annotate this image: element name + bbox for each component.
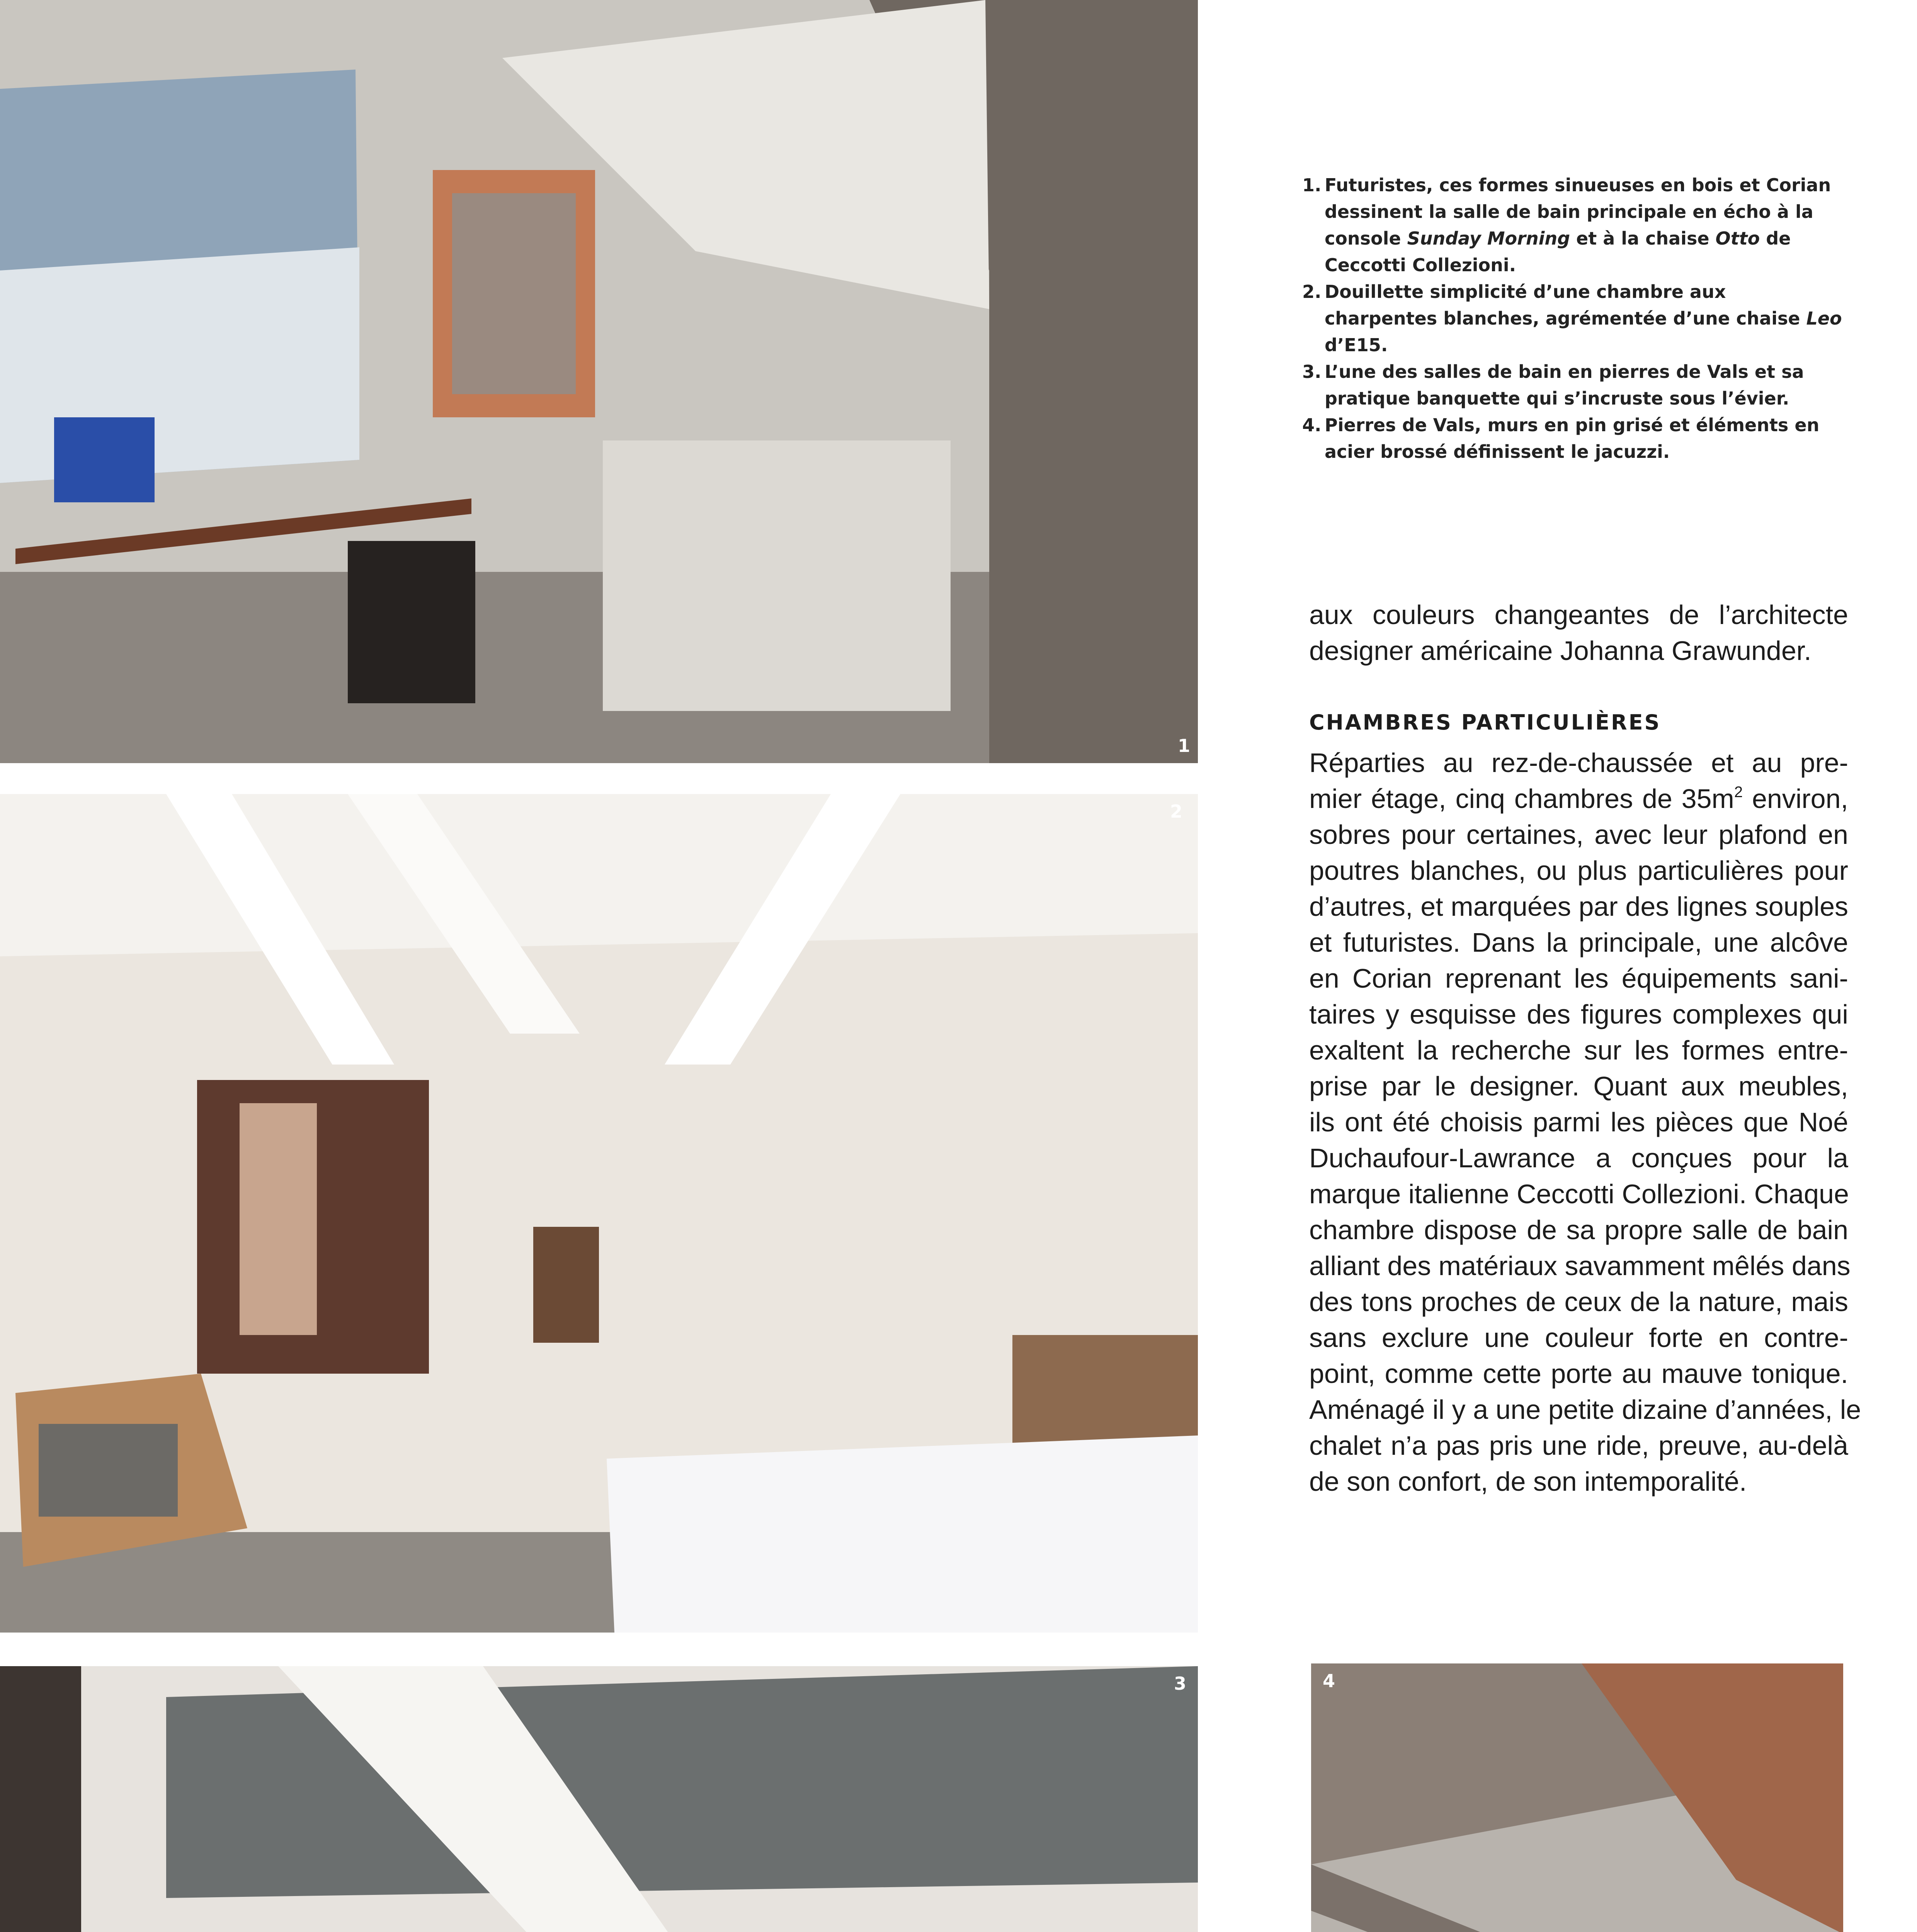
superscript: 2 — [1734, 784, 1743, 801]
body-line: en Corian reprenant les équipements sani- — [1309, 963, 1848, 993]
body-line: sobres pour certaines, avec leur plafond en — [1309, 820, 1848, 850]
body-line: marque italienne Ceccotti Collezioni. Chaque — [1309, 1179, 1849, 1209]
body-line: point, comme cette porte au mauve tonique. — [1309, 1359, 1848, 1389]
photo-3 — [0, 1666, 1198, 1932]
body-line: prise par le designer. Quant aux meubles, — [1309, 1071, 1848, 1101]
body-line: chambre dispose de sa propre salle de bain — [1309, 1215, 1848, 1245]
caption-1: 1. Futuristes, ces formes sinueuses en bois et Corian dessinent la salle de bain principale en écho à la console Sunday Morning et à la chaise Otto de Ceccotti Collezioni. — [1302, 175, 1831, 276]
body-line: des tons proches de ceux de la nature, mais — [1309, 1287, 1848, 1317]
body-line: de son confort, de son intemporalité. — [1309, 1466, 1747, 1497]
photo-captions — [1302, 172, 1843, 465]
photo-1 — [0, 0, 1198, 763]
intro-line: designer américaine Johanna Grawunder. — [1309, 636, 1812, 666]
body-line: poutres blanches, ou plus particulières pour — [1309, 855, 1848, 886]
body-line: Réparties au rez-de-chaussée et au pre- — [1309, 748, 1848, 778]
body-line: mier étage, cinq chambres de $35m^2$ environ, — [1309, 784, 1848, 814]
body-line: ils ont été choisis parmi les pièces que Noé — [1309, 1107, 1848, 1137]
caption-3: 3. L’une des salles de bain en pierres de Vals et sa pratique banquette qui s’incruste sous l’évier. — [1302, 361, 1804, 409]
body-line: alliant des matériaux savamment mêlés dans — [1309, 1251, 1851, 1281]
photo-2-number: 2 — [1170, 801, 1182, 822]
intro-paragraph — [1309, 597, 1848, 669]
photo-4-number: 4 — [1323, 1670, 1335, 1691]
body-line: chalet n’a pas pris une ride, preuve, au-delà — [1309, 1430, 1848, 1461]
body-line: d’autres, et marquées par des lignes souples — [1309, 891, 1848, 922]
photo-4 — [1311, 1663, 1843, 1932]
intro-line: aux couleurs changeantes de l’architecte — [1309, 600, 1848, 630]
body-line: exaltent la recherche sur les formes entre- — [1309, 1035, 1848, 1065]
photo-3-number: 3 — [1174, 1673, 1186, 1694]
section-heading: CHAMBRES PARTICULIÈRES — [1309, 710, 1661, 735]
body-paragraph — [1309, 745, 1861, 1500]
body-line: Duchaufour-Lawrance a conçues pour la — [1309, 1143, 1848, 1173]
photo-1-number: 1 — [1177, 735, 1190, 756]
caption-4: 4. Pierres de Vals, murs en pin grisé et éléments en acier brossé définissent le jacuzzi. — [1302, 415, 1820, 462]
body-line: taires y esquisse des figures complexes qui — [1309, 999, 1848, 1029]
body-line: et futuristes. Dans la principale, une alcôve — [1309, 927, 1848, 957]
body-line: Aménagé il y a une petite dizaine d’années, le — [1309, 1395, 1861, 1425]
body-line: sans exclure une couleur forte en contre- — [1309, 1323, 1848, 1353]
caption-2: 2. Douillette simplicité d’une chambre aux charpentes blanches, agrémentée d’une chaise Leo d’E15. — [1302, 281, 1842, 355]
photo-2 — [0, 794, 1198, 1633]
